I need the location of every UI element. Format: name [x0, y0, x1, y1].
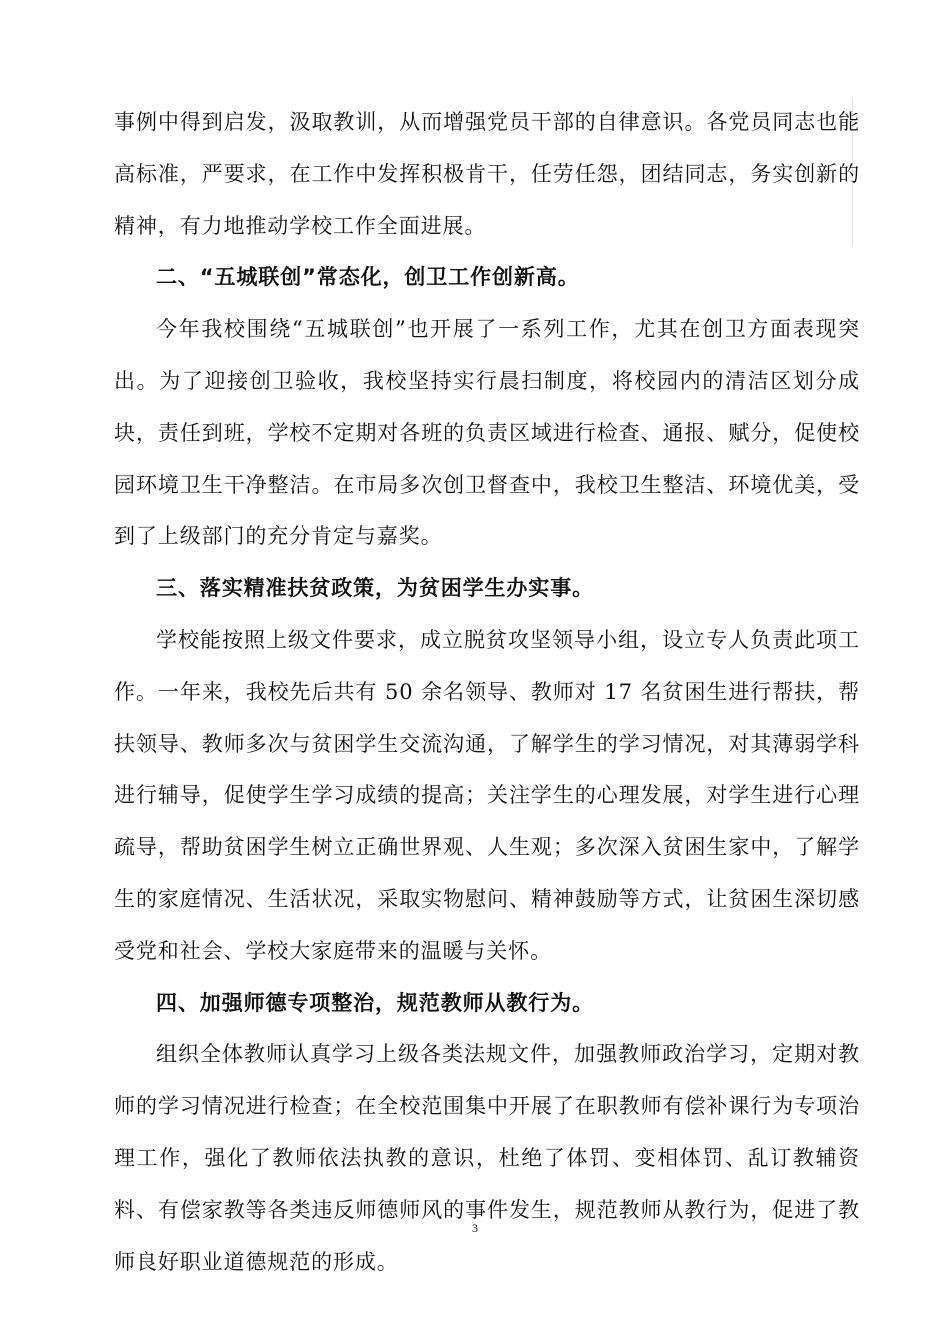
document-body: [114, 97, 860, 1288]
section-4-paragraph: 组织全体教师认真学习上级各类法规文件，加强教师政治学习，定期对教师的学习情况进行检查；在全校范围集中开展了在职教师有偿补课行为专项治理工作，强化了教师依法执教的意识，杜绝了体罚、变相体罚、乱订教辅资料、有偿家教等各类违反师德师风的事件发生，规范教师从教行为，促进了教师良好职业道德规范的形成。: [114, 1042, 860, 1274]
section-4-heading: 四、加强师德专项整治，规范教师从教行为。: [156, 990, 594, 1015]
continuation-paragraph: 事例中得到启发，汲取教训，从而增强党员干部的自律意识。各党员同志也能高标准，严要求，在工作中发挥积极肯干，任劳任怨，团结同志，务实创新的精神，有力地推动学校工作全面进展。: [114, 110, 860, 238]
section-3-paragraph: 学校能按照上级文件要求，成立脱贫攻坚领导小组，设立专人负责此项工作。一年来，我校先后共有 50 余名领导、教师对 17 名贫困生进行帮扶，帮扶领导、教师多次与贫困学生交流沟通，了解学生的学习情况，对其薄弱学科进行辅导，促使学生学习成绩的提高；关注学生的心理发展，对学生进行心理疏导，帮助贫困学生树立正确世界观、人生观；多次深入贫困生家中，了解学生的家庭情况、生活状况，采取实物慰问、精神鼓励等方式，让贫困生深切感受党和社会、学校大家庭带来的温暖与关怀。: [114, 627, 860, 963]
page-number: 3: [472, 1221, 478, 1235]
section-2-heading: 二、“五城联创”常态化，创卫工作创新高。: [156, 265, 580, 290]
section-3-heading: 三、落实精准扶贫政策，为贫困学生办实事。: [156, 576, 594, 601]
section-2-paragraph: 今年我校围绕“五城联创”也开展了一系列工作，尤其在创卫方面表现突出。为了迎接创卫验收，我校坚持实行晨扫制度，将校园内的清洁区划分成块，责任到班，学校不定期对各班的负责区域进行检查、通报、赋分，促使校园环境卫生干净整洁。在市局多次创卫督查中，我校卫生整洁、环境优美，受到了上级部门的充分肯定与嘉奖。: [114, 317, 860, 549]
